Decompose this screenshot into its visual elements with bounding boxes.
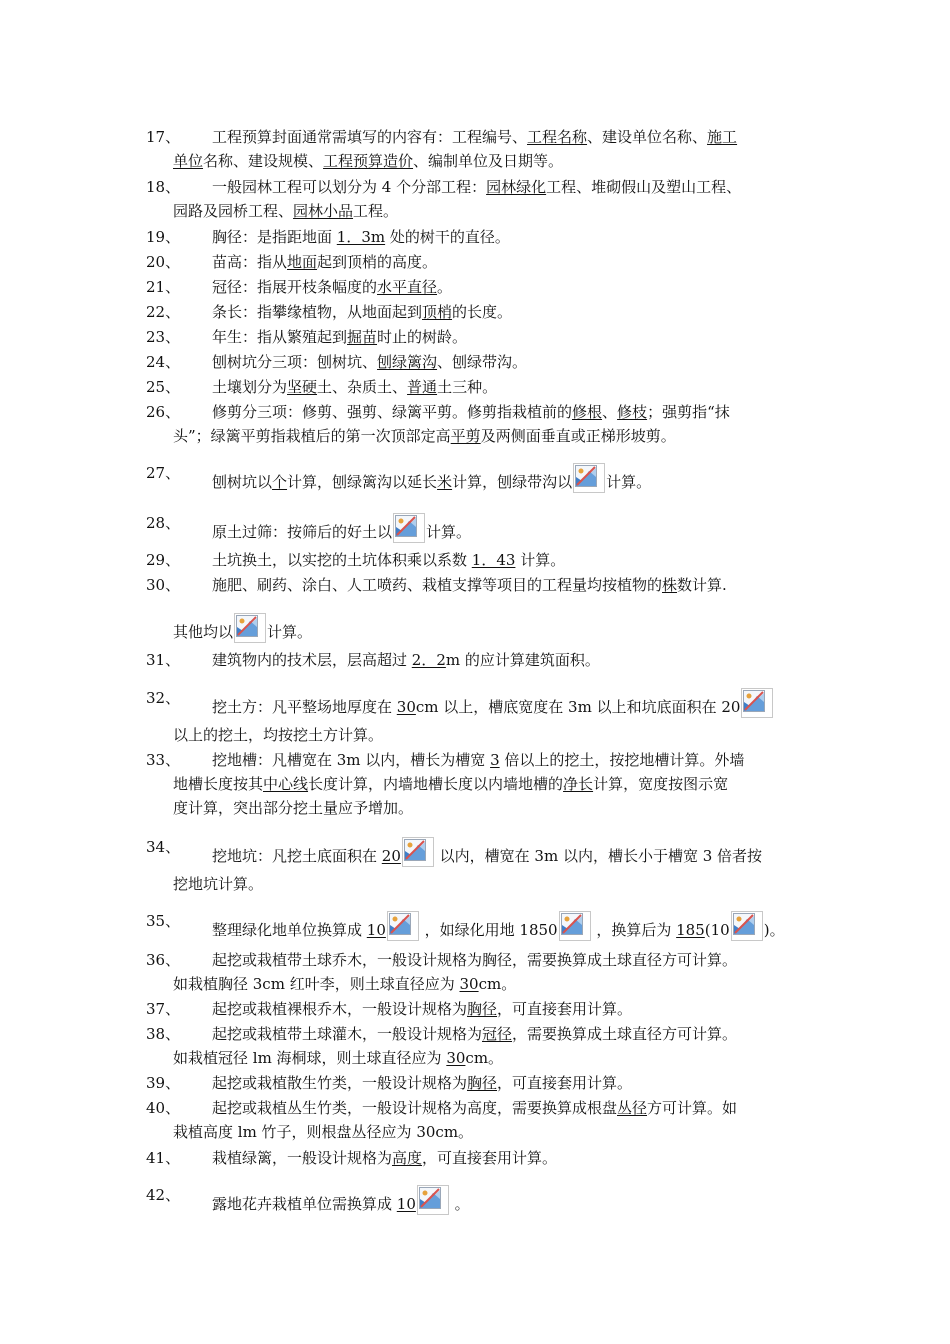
text-segment: ；强剪指“抹 <box>647 403 730 421</box>
text-segment: 的长度。 <box>452 303 513 321</box>
text-segment: 栽植高度 lm 竹子，则根盘丛径应为 30cm。 <box>173 1123 474 1141</box>
text-segment: 及两侧面垂直或正梯形坡剪。 <box>480 427 676 445</box>
item-text <box>212 575 727 595</box>
underlined-answer: 地面 <box>287 253 318 271</box>
item-text-continuation <box>173 426 676 446</box>
underlined-answer: 园林绿化 <box>486 178 547 196</box>
item-text <box>212 550 565 570</box>
item-text <box>212 302 512 322</box>
text-segment: 刨树坑分三项：刨树坑、 <box>212 353 378 371</box>
item-text <box>212 1185 470 1215</box>
item-text-continuation <box>173 201 398 221</box>
text-segment: 挖地槽：凡槽宽在 3m 以内，槽长为槽宽 <box>212 751 491 769</box>
underlined-answer: 3 <box>490 751 500 769</box>
text-segment: 以内，槽宽在 3m 以内，槽长小于槽宽 3 倍者按 <box>434 847 763 865</box>
underlined-answer: 2．2 <box>411 651 446 669</box>
text-segment: 挖土方：凡平整场地厚度在 <box>212 698 397 716</box>
text-segment: cm。 <box>478 975 517 993</box>
underlined-answer: 中心线 <box>263 775 309 793</box>
text-segment: m 的应计算建筑面积。 <box>445 651 600 669</box>
text-segment: 土坑换土，以实挖的土坑体积乘以系数 <box>212 551 472 569</box>
underlined-answer: 丛径 <box>617 1099 648 1117</box>
item-number: 40、 <box>146 1099 181 1117</box>
text-segment: 冠径：指展开枝条幅度的 <box>212 278 378 296</box>
item-number: 27、 <box>146 464 181 482</box>
item-text <box>212 227 510 247</box>
text-segment: 头”；绿篱平剪指栽植后的第一次顶部定高 <box>173 427 451 445</box>
item-number: 26、 <box>146 403 181 421</box>
item-text <box>212 688 774 718</box>
underlined-answer: 园林小品 <box>293 202 354 220</box>
text-segment: ，换算后为 <box>591 921 677 939</box>
item-number: 33、 <box>146 751 181 769</box>
text-segment: 如栽植冠径 lm 海桐球，则土球直径应为 <box>173 1049 447 1067</box>
underlined-answer: 个 <box>272 473 288 491</box>
item-text <box>212 327 467 347</box>
text-segment: 计算。 <box>426 523 472 541</box>
item-number: 19、 <box>146 228 181 246</box>
item-number: 38、 <box>146 1025 181 1043</box>
item-text <box>212 377 497 397</box>
underlined-answer: 30 <box>459 975 479 993</box>
broken-image-icon <box>234 613 266 643</box>
item-text-continuation <box>173 774 728 794</box>
text-segment: 其他均以 <box>173 623 234 641</box>
text-segment: 刨树坑以 <box>212 473 273 491</box>
underlined-answer: 1．43 <box>471 551 516 569</box>
text-segment: 整理绿化地单位换算成 <box>212 921 367 939</box>
text-segment: 一般园林工程可以划分为 4 个分部工程： <box>212 178 487 196</box>
broken-image-icon <box>393 513 425 543</box>
underlined-answer: 米 <box>437 473 453 491</box>
text-segment: 工程预算封面通常需填写的内容有：工程编号、 <box>212 128 528 146</box>
item-number: 34、 <box>146 838 181 856</box>
underlined-answer: 10 <box>396 1195 416 1213</box>
item-number: 20、 <box>146 253 181 271</box>
item-text <box>212 402 730 422</box>
text-segment: 条长：指攀缘植物，从地面起到 <box>212 303 423 321</box>
text-segment: 计算。 <box>267 623 313 641</box>
text-segment: cm。 <box>465 1049 504 1067</box>
item-text <box>212 463 651 493</box>
text-segment: 计算，宽度按图示宽 <box>593 775 729 793</box>
item-text <box>212 1073 632 1093</box>
text-segment: 计算。 <box>606 473 652 491</box>
underlined-answer: 10 <box>366 921 386 939</box>
text-segment: 年生：指从繁殖起到 <box>212 328 348 346</box>
broken-image-icon <box>417 1185 449 1215</box>
text-segment: 方可计算。如 <box>647 1099 738 1117</box>
underlined-answer: 刨绿篱沟 <box>377 353 438 371</box>
underlined-answer: 冠径 <box>482 1025 513 1043</box>
underlined-answer: 工程预算造价 <box>323 152 414 170</box>
text-segment: 倍以上的挖土，按挖地槽计算。外墙 <box>499 751 745 769</box>
underlined-answer: 掘苗 <box>347 328 378 346</box>
item-text-continuation <box>173 613 312 643</box>
item-text <box>212 837 762 867</box>
text-segment: 以上的挖土，均按挖土方计算。 <box>173 726 384 744</box>
text-segment: 度计算，突出部分挖土量应予增加。 <box>173 799 414 817</box>
underlined-answer: 单位 <box>173 152 204 170</box>
text-segment: 起到顶梢的高度。 <box>317 253 438 271</box>
item-number: 21、 <box>146 278 181 296</box>
text-segment: ，可直接套用计算。 <box>497 1074 633 1092</box>
text-segment: 处的树干的直径。 <box>385 228 510 246</box>
underlined-answer: 顶梢 <box>422 303 453 321</box>
text-segment: 计算。 <box>515 551 566 569</box>
item-text-continuation <box>173 151 563 171</box>
item-number: 42、 <box>146 1186 181 1204</box>
item-number: 36、 <box>146 951 181 969</box>
item-text <box>212 911 785 941</box>
text-segment: 起挖或栽植裸根乔木，一般设计规格为 <box>212 1000 468 1018</box>
item-text <box>212 513 471 543</box>
item-text <box>212 127 737 147</box>
item-number: 41、 <box>146 1149 181 1167</box>
text-segment: 起挖或栽植散生竹类，一般设计规格为 <box>212 1074 468 1092</box>
item-number: 18、 <box>146 178 181 196</box>
text-segment: 挖地坑计算。 <box>173 875 264 893</box>
item-text <box>212 1148 557 1168</box>
underlined-answer: 修根 <box>572 403 603 421</box>
text-segment: ，需要换算成土球直径方可计算。 <box>512 1025 738 1043</box>
underlined-answer: 修枝 <box>617 403 648 421</box>
text-segment: 。 <box>437 278 453 296</box>
text-segment: 。 <box>449 1195 470 1213</box>
text-segment: cm 以上，槽底宽度在 3m 以上和坑底面积在 <box>415 698 722 716</box>
text-segment: 计算，刨绿带沟以 <box>452 473 573 491</box>
text-segment: 地槽长度按其 <box>173 775 264 793</box>
item-text <box>212 252 437 272</box>
item-number: 29、 <box>146 551 181 569</box>
text-segment: 苗高：指从 <box>212 253 288 271</box>
item-text <box>212 177 741 197</box>
broken-image-icon <box>559 911 591 941</box>
text-segment: (10 <box>704 921 730 939</box>
underlined-answer: 坚硬 <box>287 378 318 396</box>
item-text-continuation <box>173 798 413 818</box>
text-segment: 、建设单位名称、 <box>587 128 708 146</box>
underlined-answer: 30 <box>446 1049 466 1067</box>
broken-image-icon <box>731 911 763 941</box>
item-number: 24、 <box>146 353 181 371</box>
text-segment: 长度计算，内墙地槽长度以内墙地槽的 <box>308 775 564 793</box>
text-segment: 土壤划分为 <box>212 378 288 396</box>
item-text-continuation <box>173 1122 473 1142</box>
text-segment: ，如绿化用地 1850 <box>419 921 558 939</box>
text-segment: 数计算. <box>677 576 727 594</box>
item-text-continuation <box>173 874 263 894</box>
underlined-answer: 1．3m <box>336 228 386 246</box>
underlined-answer: 30 <box>396 698 416 716</box>
text-segment: 起挖或栽植丛生竹类，一般设计规格为高度，需要换算成根盘 <box>212 1099 618 1117</box>
text-segment: ，可直接套用计算。 <box>422 1149 558 1167</box>
underlined-answer: 工程名称 <box>527 128 588 146</box>
item-text <box>212 277 452 297</box>
item-text <box>212 999 632 1019</box>
text-segment: 园路及园桥工程、 <box>173 202 294 220</box>
text-segment: ，可直接套用计算。 <box>497 1000 633 1018</box>
item-text-continuation <box>173 725 383 745</box>
underlined-answer: 株 <box>662 576 678 594</box>
text-segment: 胸径：是指距地面 <box>212 228 337 246</box>
text-segment: 工程、堆砌假山及塑山工程、 <box>546 178 742 196</box>
text-segment: 原土过筛：按筛后的好土以 <box>212 523 393 541</box>
text-segment: 挖地坑：凡挖土底面积在 <box>212 847 382 865</box>
text-segment: 计算，刨绿篱沟以延长 <box>287 473 438 491</box>
text-segment: 栽植绿篱，一般设计规格为 <box>212 1149 393 1167</box>
item-number: 28、 <box>146 514 181 532</box>
item-text <box>212 750 744 770</box>
text-segment: 、 <box>602 403 618 421</box>
broken-image-icon <box>387 911 419 941</box>
underlined-answer: 高度 <box>392 1149 423 1167</box>
text-segment: 施肥、刷药、涂白、人工喷药、栽植支撑等项目的工程量均按植物的 <box>212 576 663 594</box>
text-segment: 建筑物内的技术层，层高超过 <box>212 651 412 669</box>
underlined-answer: 施工 <box>707 128 738 146</box>
item-text-continuation <box>173 974 516 994</box>
item-number: 31、 <box>146 651 181 669</box>
text-segment: 修剪分三项：修剪、强剪、绿篱平剪。修剪指栽植前的 <box>212 403 573 421</box>
underlined-answer: 185 <box>676 921 705 939</box>
broken-image-icon <box>741 688 773 718</box>
item-number: 39、 <box>146 1074 181 1092</box>
text-segment: 、编制单位及日期等。 <box>413 152 564 170</box>
text-segment: 、刨绿带沟。 <box>437 353 528 371</box>
text-segment: )。 <box>763 921 785 939</box>
text-segment: 起挖或栽植带土球灌木，一般设计规格为 <box>212 1025 483 1043</box>
text-segment: 时止的树龄。 <box>377 328 468 346</box>
item-text <box>212 1024 737 1044</box>
text-segment: 土、杂质土、 <box>317 378 408 396</box>
text-segment: 20 <box>721 698 741 716</box>
item-text <box>212 352 527 372</box>
broken-image-icon <box>573 463 605 493</box>
item-number: 35、 <box>146 912 181 930</box>
underlined-answer: 胸径 <box>467 1000 498 1018</box>
item-number: 22、 <box>146 303 181 321</box>
underlined-answer: 平剪 <box>450 427 481 445</box>
underlined-answer: 20 <box>381 847 401 865</box>
underlined-answer: 胸径 <box>467 1074 498 1092</box>
item-number: 37、 <box>146 1000 181 1018</box>
item-number: 30、 <box>146 576 181 594</box>
text-segment: 土三种。 <box>437 378 498 396</box>
text-segment: 露地花卉栽植单位需换算成 <box>212 1195 397 1213</box>
item-number: 17、 <box>146 128 181 146</box>
item-number: 32、 <box>146 689 181 707</box>
underlined-answer: 水平直径 <box>377 278 438 296</box>
text-segment: 工程。 <box>353 202 399 220</box>
item-text <box>212 950 737 970</box>
underlined-answer: 普通 <box>407 378 438 396</box>
broken-image-icon <box>402 837 434 867</box>
item-number: 23、 <box>146 328 181 346</box>
text-segment: 名称、建设规模、 <box>203 152 324 170</box>
item-text <box>212 650 600 670</box>
text-segment: 起挖或栽植带土球乔木，一般设计规格为胸径，需要换算成土球直径方可计算。 <box>212 951 738 969</box>
text-segment: 如栽植胸径 3cm 红叶李，则土球直径应为 <box>173 975 460 993</box>
item-text <box>212 1098 737 1118</box>
underlined-answer: 净长 <box>563 775 594 793</box>
item-number: 25、 <box>146 378 181 396</box>
item-text-continuation <box>173 1048 503 1068</box>
